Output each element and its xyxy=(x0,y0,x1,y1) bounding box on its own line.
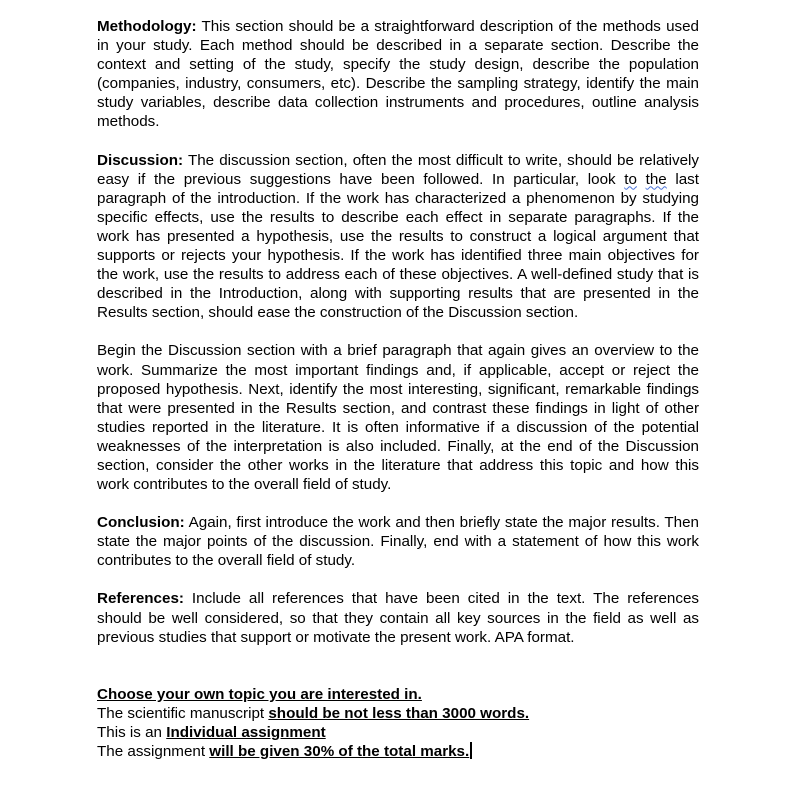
methodology-heading: Methodology: xyxy=(97,18,197,35)
marks-prefix: The assignment xyxy=(97,743,210,760)
paragraph-spacer xyxy=(97,322,699,341)
word-count-line xyxy=(97,704,699,723)
conclusion-body: Again, first introduce the work and then briefly state the major results. Then state the major points of the discussion. Finally, end with a statement of how this work contributes to the overall field of study. xyxy=(97,514,699,570)
topic-instruction: Choose your own topic you are interested in. xyxy=(97,685,422,703)
individual-prefix: This is an xyxy=(97,723,167,741)
marks-line xyxy=(97,742,699,761)
paragraph-spacer xyxy=(97,570,699,589)
discussion-followup-body: Begin the Discussion section with a brief paragraph that again gives an overview to the work. Summarize the most important findings and, if applicable, accept or reject the proposed hypothesis. Next, identify the most interesting, significant, remarkable findings that were presented in the Results section, and contrast these findings in light of other studies reported in the literature. It is often informative if a discussion of the potential weaknesses of the interpretation is also included. Finally, at the end of the Discussion section, consider the other works in the literature that address this topic and how this work contributes to the overall field of study. xyxy=(97,342,699,494)
references-heading: References: xyxy=(97,590,184,608)
discussion-followup-paragraph xyxy=(97,341,699,494)
discussion-body-a: The discussion section, often the most difficult to write, should be relatively easy if the previous suggestions have been followed. In particular, look xyxy=(97,151,699,188)
topic-line xyxy=(97,685,699,704)
discussion-heading: Discussion: xyxy=(97,151,184,169)
word-count-prefix: The scientific manuscript xyxy=(97,704,269,722)
methodology-body: This section should be a straightforward description of the methods used in your study. Each method should be described in a separate section. Describe the context and setting of the study, specify the study design, describe the population (companies, industry, consumers, etc). Describe the sampling strategy, identify the main study variables, describe data collection instruments and procedures, outline analysis methods. xyxy=(97,18,699,131)
references-paragraph xyxy=(97,589,699,646)
references-body: Include all references that have been cited in the text. The references should be well considered, so that they contain all key sources in the field as well as previous studies that support or motivate the present work. APA format. xyxy=(97,590,699,646)
discussion-paragraph xyxy=(97,151,699,323)
paragraph-spacer xyxy=(97,494,699,513)
conclusion-paragraph xyxy=(97,513,699,570)
word-count-requirement: should be not less than 3000 words. xyxy=(268,704,530,722)
marks-weight: will be given 30% of the total marks. xyxy=(209,743,470,760)
individual-assignment: Individual assignment xyxy=(166,723,326,741)
conclusion-heading: Conclusion: xyxy=(97,514,185,532)
paragraph-spacer xyxy=(97,132,699,151)
paragraph-spacer xyxy=(97,647,699,685)
discussion-body-b: last paragraph of the introduction. If the work has characterized a phenomenon by studying specific effects, use the results to describe each effect in separate paragraphs. If the work has presented a hypothesis, use the results to construct a logical argument that supports or rejects your hypothesis. If the work has identified three main objectives for the work, use the results to address each of these objectives. A well-defined study that is described in the Introduction, along with supporting results that are presented in the Results section, should ease the construction of the Discussion section. xyxy=(97,170,699,322)
text-cursor xyxy=(470,742,472,759)
document-page[interactable] xyxy=(97,17,699,761)
spellcheck-word-to[interactable]: to xyxy=(624,170,637,188)
spellcheck-word-the[interactable]: the xyxy=(645,170,667,188)
individual-line xyxy=(97,723,699,742)
methodology-paragraph xyxy=(97,17,699,132)
